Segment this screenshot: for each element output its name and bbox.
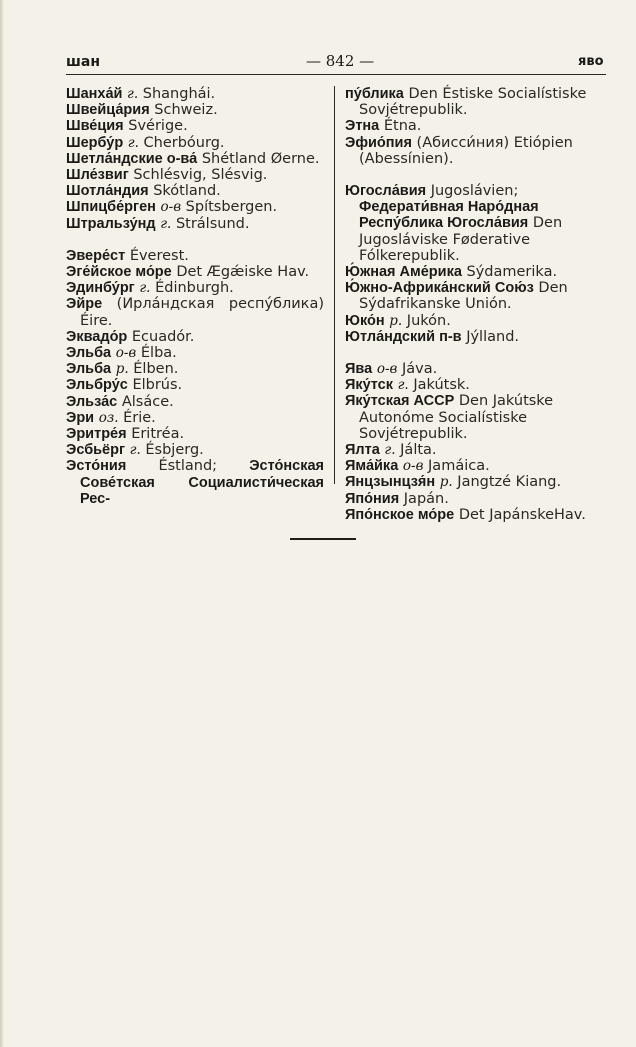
section-end-rule	[290, 538, 356, 540]
dictionary-entry	[345, 393, 605, 442]
grammar-label: г.	[129, 442, 141, 459]
translation: (Ирла́ндская респу́блика) Éire.	[80, 296, 324, 329]
headword: Эвере́ст	[66, 247, 126, 264]
translation: Élben.	[133, 361, 179, 378]
dictionary-entry	[345, 118, 605, 134]
translation: Det Ægǽiske Hav.	[176, 264, 310, 281]
translation: Den Jugosláviske Føderative Fólkerepublik.	[359, 215, 563, 264]
dictionary-entry	[66, 345, 324, 361]
translation: Jamáica.	[428, 458, 490, 475]
translation: Schweiz.	[154, 102, 218, 119]
headword: Эльбру́с	[66, 377, 128, 394]
translation: Jukón.	[406, 312, 451, 329]
headword: Федерати́вная Наро́дная Респу́блика Югосла́вия	[359, 199, 539, 232]
translation: Den Jakútske Autonóme Socialístiske Sovjétrepublik.	[359, 393, 554, 442]
translation: Cherbóurg.	[143, 134, 225, 151]
headword: Ява	[345, 361, 373, 378]
dictionary-entry	[66, 135, 324, 151]
grammar-label: о-в	[160, 199, 182, 216]
translation: Den Sýdafrikanske Unión.	[359, 280, 568, 313]
headword: Шетла́ндские о-ва́	[66, 150, 198, 167]
dictionary-entry	[345, 280, 605, 312]
translation: Eritréa.	[131, 426, 185, 443]
headword: Шве́ция	[66, 118, 124, 135]
page-number: — 842 —	[306, 52, 375, 70]
headword: Ю́жно-Африка́нский Сою́з	[345, 280, 534, 297]
translation: Jýlland.	[466, 328, 520, 345]
headword: Эльба	[66, 345, 112, 362]
headword: Шербу́р	[66, 134, 124, 151]
headword: Штральзу́нд	[66, 215, 156, 232]
headword: Ялта	[345, 442, 380, 459]
translation: Érie.	[123, 409, 156, 426]
column-divider	[334, 86, 335, 484]
headword: Япо́ния	[345, 490, 400, 507]
dictionary-entry	[66, 102, 324, 118]
headword: Ю́жная Аме́рика	[345, 264, 462, 281]
headword: Эйре	[66, 296, 103, 313]
grammar-label: г.	[127, 86, 139, 102]
headword: Япо́нское мо́ре	[345, 506, 455, 523]
dictionary-entry	[66, 361, 324, 377]
grammar-label: г.	[160, 215, 172, 232]
dictionary-entry	[345, 86, 605, 118]
headword: Эдинбу́рг	[66, 280, 135, 297]
dictionary-entry	[66, 264, 324, 280]
dictionary-entry	[66, 86, 324, 102]
grammar-label: г.	[397, 377, 409, 394]
dictionary-entry	[66, 248, 324, 264]
headword: Шотла́ндия	[66, 183, 149, 200]
translation: Élba.	[140, 345, 177, 362]
translation: Éverest.	[129, 247, 189, 264]
right-column	[345, 86, 605, 523]
dictionary-entry	[345, 507, 605, 523]
translation: Japán.	[403, 490, 449, 507]
headword: Эсбьёрг	[66, 442, 126, 459]
dictionary-entry	[66, 442, 324, 458]
dictionary-entry	[345, 329, 605, 345]
translation: Jálta.	[400, 442, 437, 459]
grammar-label: г.	[139, 280, 151, 297]
header-rule	[66, 74, 606, 75]
translation: Svérige.	[128, 118, 188, 135]
headword: Яма́йка	[345, 458, 399, 475]
grammar-label: о-в	[402, 458, 424, 475]
headword: Шанха́й	[66, 86, 123, 102]
translation: Elbrús.	[132, 377, 183, 394]
headword: Янцзынцзя́н	[345, 474, 436, 491]
headword: Эльба	[66, 361, 112, 378]
translation: Ecuadór.	[131, 328, 195, 345]
translation: Shanghái.	[142, 86, 216, 102]
dictionary-entry	[66, 458, 324, 507]
headword: Эсто́нская Сове́тская Социалисти́ческая Рес-	[80, 458, 324, 507]
grammar-label: р.	[389, 312, 403, 329]
grammar-label: г.	[127, 134, 139, 151]
translation: Jangtzé Kiang.	[457, 474, 562, 491]
grammar-label: о-в	[115, 345, 137, 362]
translation: Skótland.	[153, 183, 221, 200]
headword: Эсто́ния	[66, 458, 127, 475]
grammar-label: г.	[384, 442, 396, 459]
translation: Den Éstiske Socialístiske Sovjétrepublik.	[359, 86, 587, 119]
dictionary-entry	[66, 296, 324, 328]
dictionary-entry	[66, 377, 324, 393]
headword: Югосла́вия	[345, 183, 427, 200]
headword: Эквадо́р	[66, 328, 128, 345]
headword: Яку́тск	[345, 377, 393, 394]
headword: Швейца́рия	[66, 102, 150, 119]
translation: Schlésvig, Slésvig.	[133, 167, 268, 184]
headword: Юко́н	[345, 312, 385, 329]
running-head-left: шан	[66, 54, 100, 70]
translation: (Абисси́ния) Etiópien (Abessínien).	[359, 134, 573, 167]
headword: Шпицбе́рген	[66, 199, 156, 216]
dictionary-entry	[66, 216, 324, 232]
translation: Strálsund.	[175, 215, 250, 232]
dictionary-entry	[345, 491, 605, 507]
dictionary-entry	[66, 410, 324, 426]
headword: Яку́тская АССР	[345, 393, 455, 410]
dictionary-entry	[345, 264, 605, 280]
dictionary-entry	[66, 151, 324, 167]
dictionary-entry	[345, 442, 605, 458]
translation: Jakútsk.	[413, 377, 470, 394]
dictionary-entry	[345, 183, 605, 264]
dictionary-entry	[66, 394, 324, 410]
grammar-label: оз.	[98, 409, 119, 426]
headword: Этна	[345, 118, 380, 135]
dictionary-entry	[66, 118, 324, 134]
translation: Jugoslávien;	[430, 183, 519, 200]
dictionary-entry	[66, 167, 324, 183]
dictionary-entry	[345, 135, 605, 167]
translation: Alsáce.	[121, 393, 174, 410]
headword: Ютла́ндский п-в	[345, 328, 462, 345]
translation: Jáva.	[401, 361, 438, 378]
dictionary-entry	[66, 199, 324, 215]
headword: пу́блика	[345, 86, 404, 102]
translation: Det JapánskeHav.	[458, 506, 586, 523]
headword: Эфио́пия	[345, 134, 412, 151]
grammar-label: р.	[439, 474, 453, 491]
headword: Эге́йское мо́ре	[66, 264, 172, 281]
dictionary-entry	[66, 329, 324, 345]
running-head-right: яво	[578, 54, 604, 69]
grammar-label: о-в	[376, 361, 398, 378]
translation: Édinburgh.	[155, 280, 234, 297]
headword: Эритре́я	[66, 426, 127, 443]
dictionary-entry	[66, 426, 324, 442]
translation: Étna.	[383, 118, 422, 135]
dictionary-entry	[345, 361, 605, 377]
dictionary-entry	[345, 313, 605, 329]
left-column	[66, 86, 324, 507]
translation: Spítsbergen.	[185, 199, 278, 216]
headword: Эльза́с	[66, 393, 118, 410]
grammar-label: р.	[115, 361, 129, 378]
translation: Ésbjerg.	[145, 442, 204, 459]
translation: Shétland Øerne.	[201, 150, 320, 167]
dictionary-entry	[345, 458, 605, 474]
headword: Шле́звиг	[66, 167, 129, 184]
dictionary-entry	[66, 183, 324, 199]
headword: Эри	[66, 409, 95, 426]
translation: Éstland;	[158, 458, 218, 475]
translation: Sýdamerika.	[466, 264, 558, 281]
dictionary-entry	[66, 280, 324, 296]
dictionary-entry	[345, 377, 605, 393]
dictionary-entry	[345, 474, 605, 490]
